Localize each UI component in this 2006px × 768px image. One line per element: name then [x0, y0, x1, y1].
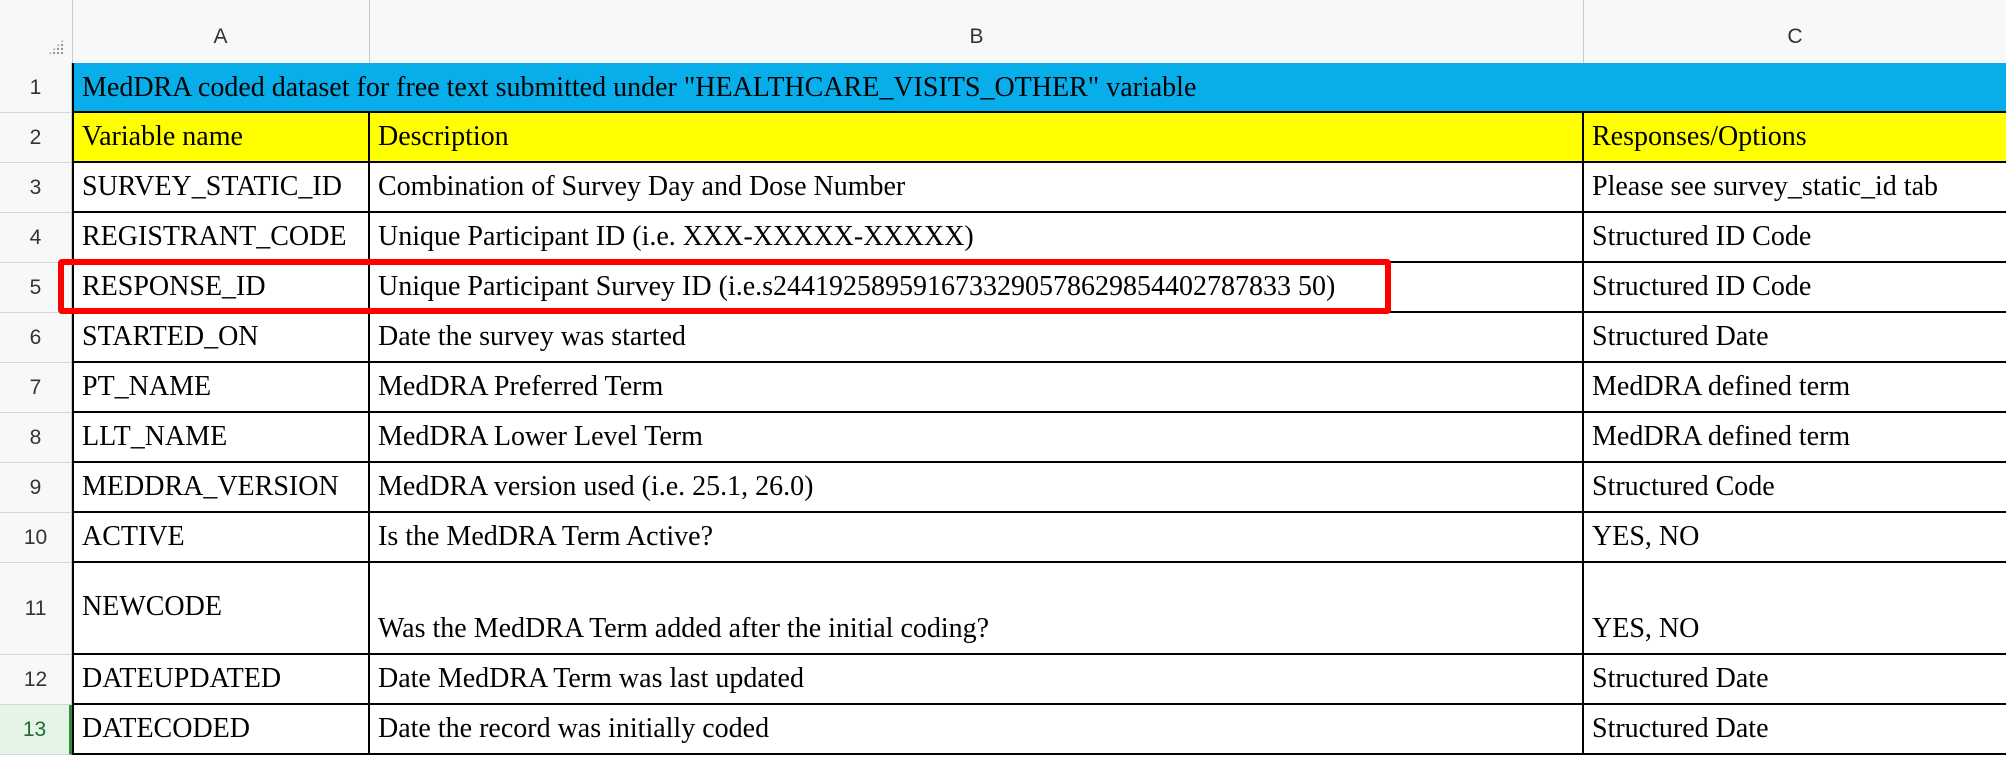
- cell-b[interactable]: Was the MedDRA Term added after the initial coding?: [370, 563, 1584, 655]
- row-header[interactable]: 13: [0, 705, 72, 755]
- cell-c[interactable]: Structured Date: [1584, 655, 2006, 705]
- title-cell[interactable]: MedDRA coded dataset for free text submitted under "HEALTHCARE_VISITS_OTHER" variable: [72, 63, 2006, 113]
- cell-a[interactable]: ACTIVE: [72, 513, 370, 563]
- cell-a[interactable]: REGISTRANT_CODE: [72, 213, 370, 263]
- cell-a[interactable]: PT_NAME: [72, 363, 370, 413]
- column-header-a[interactable]: A: [72, 0, 370, 63]
- cell-a[interactable]: SURVEY_STATIC_ID: [72, 163, 370, 213]
- cell-c[interactable]: Structured Date: [1584, 705, 2006, 755]
- cell-a[interactable]: MEDDRA_VERSION: [72, 463, 370, 513]
- cell-a[interactable]: NEWCODE: [72, 563, 370, 655]
- table-row: [72, 705, 2006, 755]
- header-cell-b[interactable]: Description: [370, 113, 1584, 163]
- table-row: [72, 463, 2006, 513]
- table-row: [72, 163, 2006, 213]
- cell-b[interactable]: Unique Participant ID (i.e. XXX-XXXXX-XXXXX): [370, 213, 1584, 263]
- cell-b[interactable]: Date the survey was started: [370, 313, 1584, 363]
- cell-b[interactable]: Is the MedDRA Term Active?: [370, 513, 1584, 563]
- cell-b[interactable]: Date MedDRA Term was last updated: [370, 655, 1584, 705]
- table-row: [72, 363, 2006, 413]
- cell-b[interactable]: Unique Participant Survey ID (i.e.s2441925895916733290578629854402787833 50): [370, 263, 1584, 313]
- cell-c[interactable]: Please see survey_static_id tab: [1584, 163, 2006, 213]
- table-row: [72, 263, 2006, 313]
- table-row: [72, 63, 2006, 113]
- row-header[interactable]: 4: [0, 213, 72, 263]
- table-row: [72, 213, 2006, 263]
- select-all-corner[interactable]: [0, 0, 73, 63]
- row-header[interactable]: 12: [0, 655, 72, 705]
- cell-b[interactable]: MedDRA Preferred Term: [370, 363, 1584, 413]
- row-header[interactable]: 6: [0, 313, 72, 363]
- cell-c[interactable]: MedDRA defined term: [1584, 363, 2006, 413]
- cell-c[interactable]: MedDRA defined term: [1584, 413, 2006, 463]
- table-row: [72, 655, 2006, 705]
- table-row: [72, 513, 2006, 563]
- cell-a[interactable]: LLT_NAME: [72, 413, 370, 463]
- cell-a[interactable]: STARTED_ON: [72, 313, 370, 363]
- column-header-c[interactable]: C: [1787, 25, 1803, 48]
- row-header[interactable]: 2: [0, 113, 72, 163]
- cell-c[interactable]: Structured ID Code: [1584, 263, 2006, 313]
- row-header[interactable]: 11: [0, 563, 72, 655]
- cell-c[interactable]: Structured Code: [1584, 463, 2006, 513]
- table-row: [72, 413, 2006, 463]
- column-header-bar: [0, 0, 2006, 64]
- cell-c[interactable]: YES, NO: [1584, 513, 2006, 563]
- cell-b[interactable]: MedDRA Lower Level Term: [370, 413, 1584, 463]
- row-header[interactable]: 9: [0, 463, 72, 513]
- cell-c[interactable]: Structured Date: [1584, 313, 2006, 363]
- row-header[interactable]: 3: [0, 163, 72, 213]
- cell-a[interactable]: DATECODED: [72, 705, 370, 755]
- row-header[interactable]: 10: [0, 513, 72, 563]
- cell-c[interactable]: Structured ID Code: [1584, 213, 2006, 263]
- table-row: [72, 563, 2006, 655]
- row-header[interactable]: 5: [0, 263, 72, 313]
- row-header[interactable]: 7: [0, 363, 72, 413]
- row-header[interactable]: 1: [0, 63, 72, 113]
- cell-c[interactable]: YES, NO: [1584, 563, 2006, 655]
- column-header-b[interactable]: B: [370, 0, 1584, 63]
- row-header[interactable]: 8: [0, 413, 72, 463]
- header-cell-a[interactable]: Variable name: [72, 113, 370, 163]
- header-cell-c[interactable]: Responses/Options: [1584, 113, 2006, 163]
- table-row: [72, 313, 2006, 363]
- table-row: [72, 113, 2006, 163]
- cell-b[interactable]: Combination of Survey Day and Dose Number: [370, 163, 1584, 213]
- cell-a[interactable]: DATEUPDATED: [72, 655, 370, 705]
- grip-icon: [48, 39, 64, 55]
- cell-b[interactable]: MedDRA version used (i.e. 25.1, 26.0): [370, 463, 1584, 513]
- cell-b[interactable]: Date the record was initially coded: [370, 705, 1584, 755]
- cell-a[interactable]: RESPONSE_ID: [72, 263, 370, 313]
